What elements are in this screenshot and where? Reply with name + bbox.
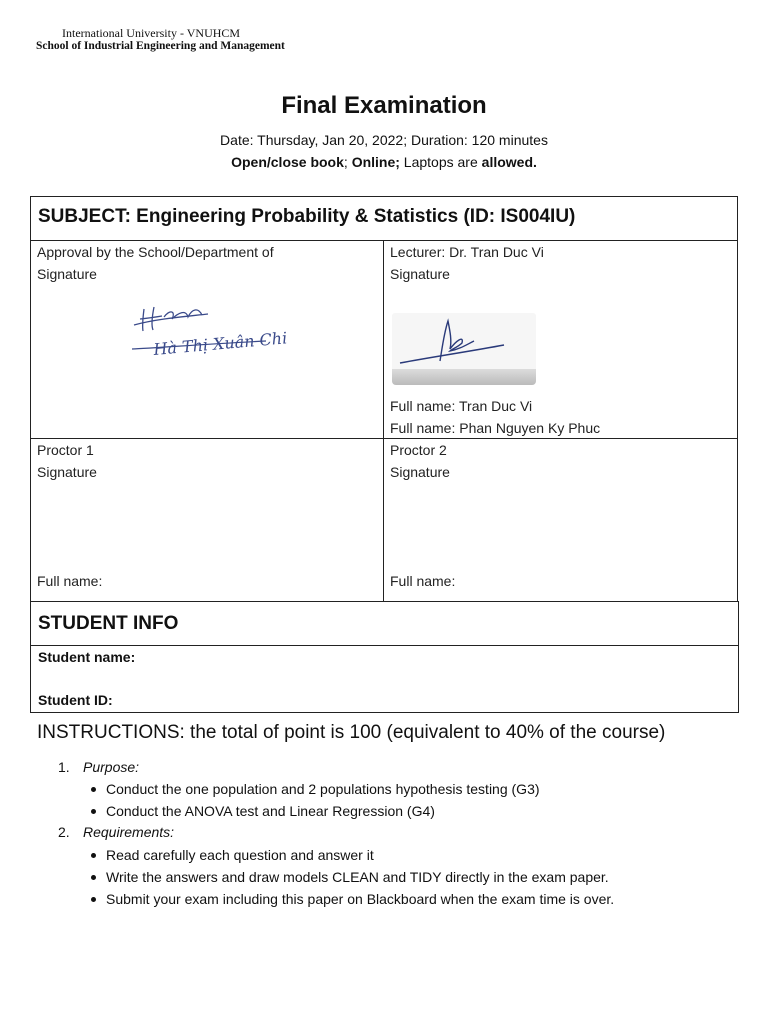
lecturer-label: Lecturer: Dr. Tran Duc Vi <box>390 244 544 260</box>
rule-allowed: allowed. <box>481 154 537 170</box>
proctor1-title: Proctor 1 <box>37 442 94 458</box>
exam-date-line: Date: Thursday, Jan 20, 2022; Duration: 120 minutes <box>220 132 548 148</box>
lecturer-fullname-2: Full name: Phan Nguyen Ky Phuc <box>390 420 601 436</box>
lecturer-signature-label: Signature <box>390 266 450 282</box>
lecturer-cell <box>383 240 738 439</box>
student-name-label: Student name: <box>38 649 136 665</box>
list-item: Write the answers and draw models CLEAN and TIDY directly in the exam paper. <box>106 869 609 885</box>
approval-signature-image <box>126 297 296 372</box>
school-name: School of Industrial Engineering and Management <box>36 40 285 52</box>
student-info-header <box>30 601 739 646</box>
student-id-label: Student ID: <box>38 692 113 708</box>
rule-online: Online; <box>351 154 400 170</box>
section-number: 2. <box>58 824 70 840</box>
university-name: International University - VNUHCM <box>62 26 241 40</box>
proctor2-cell <box>383 438 738 602</box>
list-item: Conduct the one population and 2 populations hypothesis testing (G3) <box>106 781 540 797</box>
list-item: Read carefully each question and answer it <box>106 847 374 863</box>
proctor2-signature-label: Signature <box>390 464 450 480</box>
section-number: 1. <box>58 759 70 775</box>
student-info-heading: STUDENT INFO <box>38 613 179 634</box>
proctor1-cell <box>30 438 384 602</box>
approval-cell <box>30 240 384 439</box>
rule-sep: ; <box>343 154 352 170</box>
proctor1-fullname-label: Full name: <box>37 573 103 589</box>
proctor2-fullname-label: Full name: <box>390 573 456 589</box>
student-info-body <box>30 645 739 713</box>
bullet-icon <box>91 875 96 880</box>
list-item: Conduct the ANOVA test and Linear Regression (G4) <box>106 803 435 819</box>
exam-rules-line <box>0 154 768 170</box>
section-title-purpose: Purpose: <box>83 759 140 775</box>
section-title-requirements: Requirements: <box>83 824 175 840</box>
bullet-icon <box>91 809 96 814</box>
proctor1-signature-label: Signature <box>37 464 97 480</box>
approval-signature-text: Hà Thị Xuân Chi <box>152 328 288 359</box>
proctor2-title: Proctor 2 <box>390 442 447 458</box>
bullet-icon <box>91 787 96 792</box>
page-title: Final Examination <box>281 92 487 119</box>
approval-signature-label: Signature <box>37 266 97 282</box>
lecturer-signature-image <box>392 313 536 385</box>
subject-label: SUBJECT: Engineering Probability & Statistics (ID: IS004IU) <box>38 206 576 227</box>
bullet-icon <box>91 897 96 902</box>
lecturer-fullname-1: Full name: Tran Duc Vi <box>390 398 533 414</box>
rule-book: Open/close book <box>231 154 344 170</box>
list-item: Submit your exam including this paper on Blackboard when the exam time is over. <box>106 891 615 907</box>
subject-row <box>30 196 738 241</box>
bullet-icon <box>91 853 96 858</box>
rule-text: Laptops are <box>399 154 482 170</box>
approval-label: Approval by the School/Department of <box>37 244 274 260</box>
instructions-heading: INSTRUCTIONS: the total of point is 100 (equivalent to 40% of the course) <box>37 722 666 743</box>
